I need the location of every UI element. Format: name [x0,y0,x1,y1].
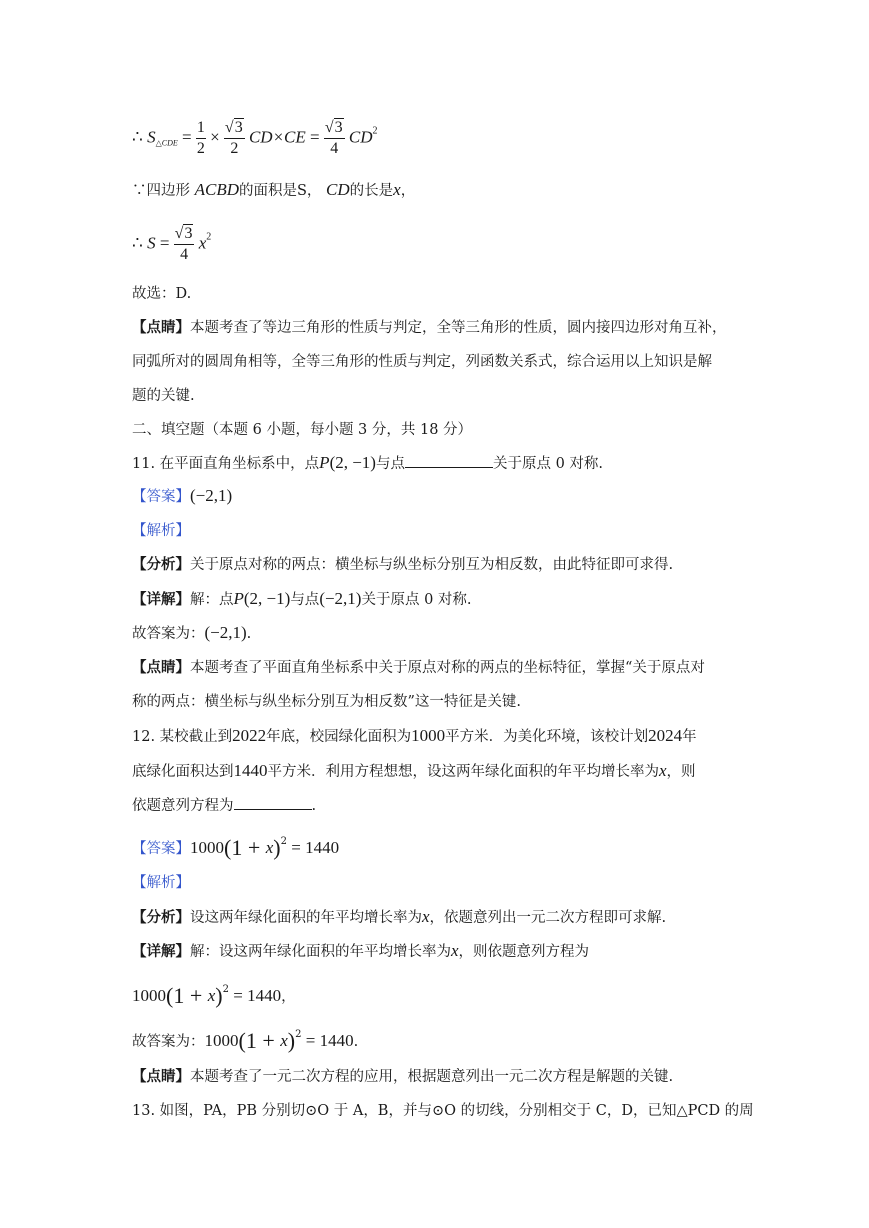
comment-1-line-a: 【点睛】本题考查了等边三角形的性质与判定，全等三角形的性质，圆内接四边形对角互补， [132,319,727,336]
analysis-11: 【分析】关于原点对称的两点：横坐标与纵坐标分别互为相反数，由此特征即可求得. [132,556,674,573]
detail-11: 【详解】解：点P(2, −1)与点(−2,1)关于原点 0 对称. [132,589,472,608]
comment-1-line-c: 题的关键. [132,388,195,404]
section-heading: 二、填空题（本题 6 小题，每小题 3 分，共 18 分） [132,422,473,438]
question-12-c: 依题意列方程为 . [132,795,316,816]
final-11: 故答案为：(−2,1). [132,623,252,642]
answer-blank-12[interactable] [234,795,312,810]
question-12-b: 底绿化面积达到1440平方米．利用方程想想，设这两年绿化面积的年平均增长率为x，则 [132,761,696,780]
jiexi-label-2: 【解析】 [132,875,190,891]
fraction-sqrt3-over-2: $\frac{√3}{2}$ [224,119,243,157]
final-12: 故答案为：$1000(1 + x)^2 = 1440$. [132,1028,359,1053]
fraction-one-half: $\frac{1}{2}$ [196,119,205,157]
answer-11: 【答案】(−2,1) [132,486,233,505]
fraction-sqrt3-over-4-b: $\frac{√3}{4}$ [174,225,193,263]
fraction-sqrt3-over-4: $\frac{√3}{4}$ [324,119,343,157]
choose-answer: 故选：D. [132,286,192,302]
analysis-12: 【分析】设这两年绿化面积的年平均增长率为x，依题意列出一元二次方程即可求解. [132,907,667,926]
answer-blank[interactable] [405,453,493,468]
therefore-symbol: ∴ [132,127,143,147]
question-11: 11. 在平面直角坐标系中，点P(2, −1)与点 关于原点 0 对称. [132,453,604,472]
comment-11-a: 【点睛】本题考查了平面直角坐标系中关于原点对称的两点的坐标特征，掌握“关于原点对 [132,659,705,676]
comment-12: 【点睛】本题考查了一元二次方程的应用，根据题意列出一元二次方程是解题的关键. [132,1068,674,1085]
equation-area-cde: ∴ $S_{\triangle CDE}$ = $\frac{1}{2}$ × $\frac{√3}{2}$ CD×CE = $\frac{√3}{4}$ $CD^2$ [132,119,378,157]
question-12-a: 12. 某校截止到2022年底，校园绿化面积为1000平方米．为美化环境，该校计划2024年 [132,726,697,745]
question-13: 13. 如图，PA，PB 分别切⊙O 于 A，B，并与⊙O 的切线，分别相交于 C，D，已知△PCD 的周 [132,1103,754,1119]
equation-12: $1000(1 + x)^2 = 1440$， [132,983,296,1008]
comment-1-line-b: 同弧所对的圆周角相等，全等三角形的性质与判定，列函数关系式，综合运用以上知识是解 [132,354,712,370]
comment-11-b: 称的两点：横坐标与纵坐标分别互为相反数”这一特征是关键. [132,694,522,710]
given-statement: ∵四边形 ACBD的面积是S， CD的长是x， [132,180,416,199]
jiexi-label-1: 【解析】 [132,523,190,539]
detail-12: 【详解】解：设这两年绿化面积的年平均增长率为x，则依题意列方程为 [132,941,590,960]
equation-area-s: ∴ S = $\frac{√3}{4}$ $x^2$ [132,225,212,263]
answer-12: 【答案】$1000(1 + x)^2 = 1440$ [132,835,340,860]
